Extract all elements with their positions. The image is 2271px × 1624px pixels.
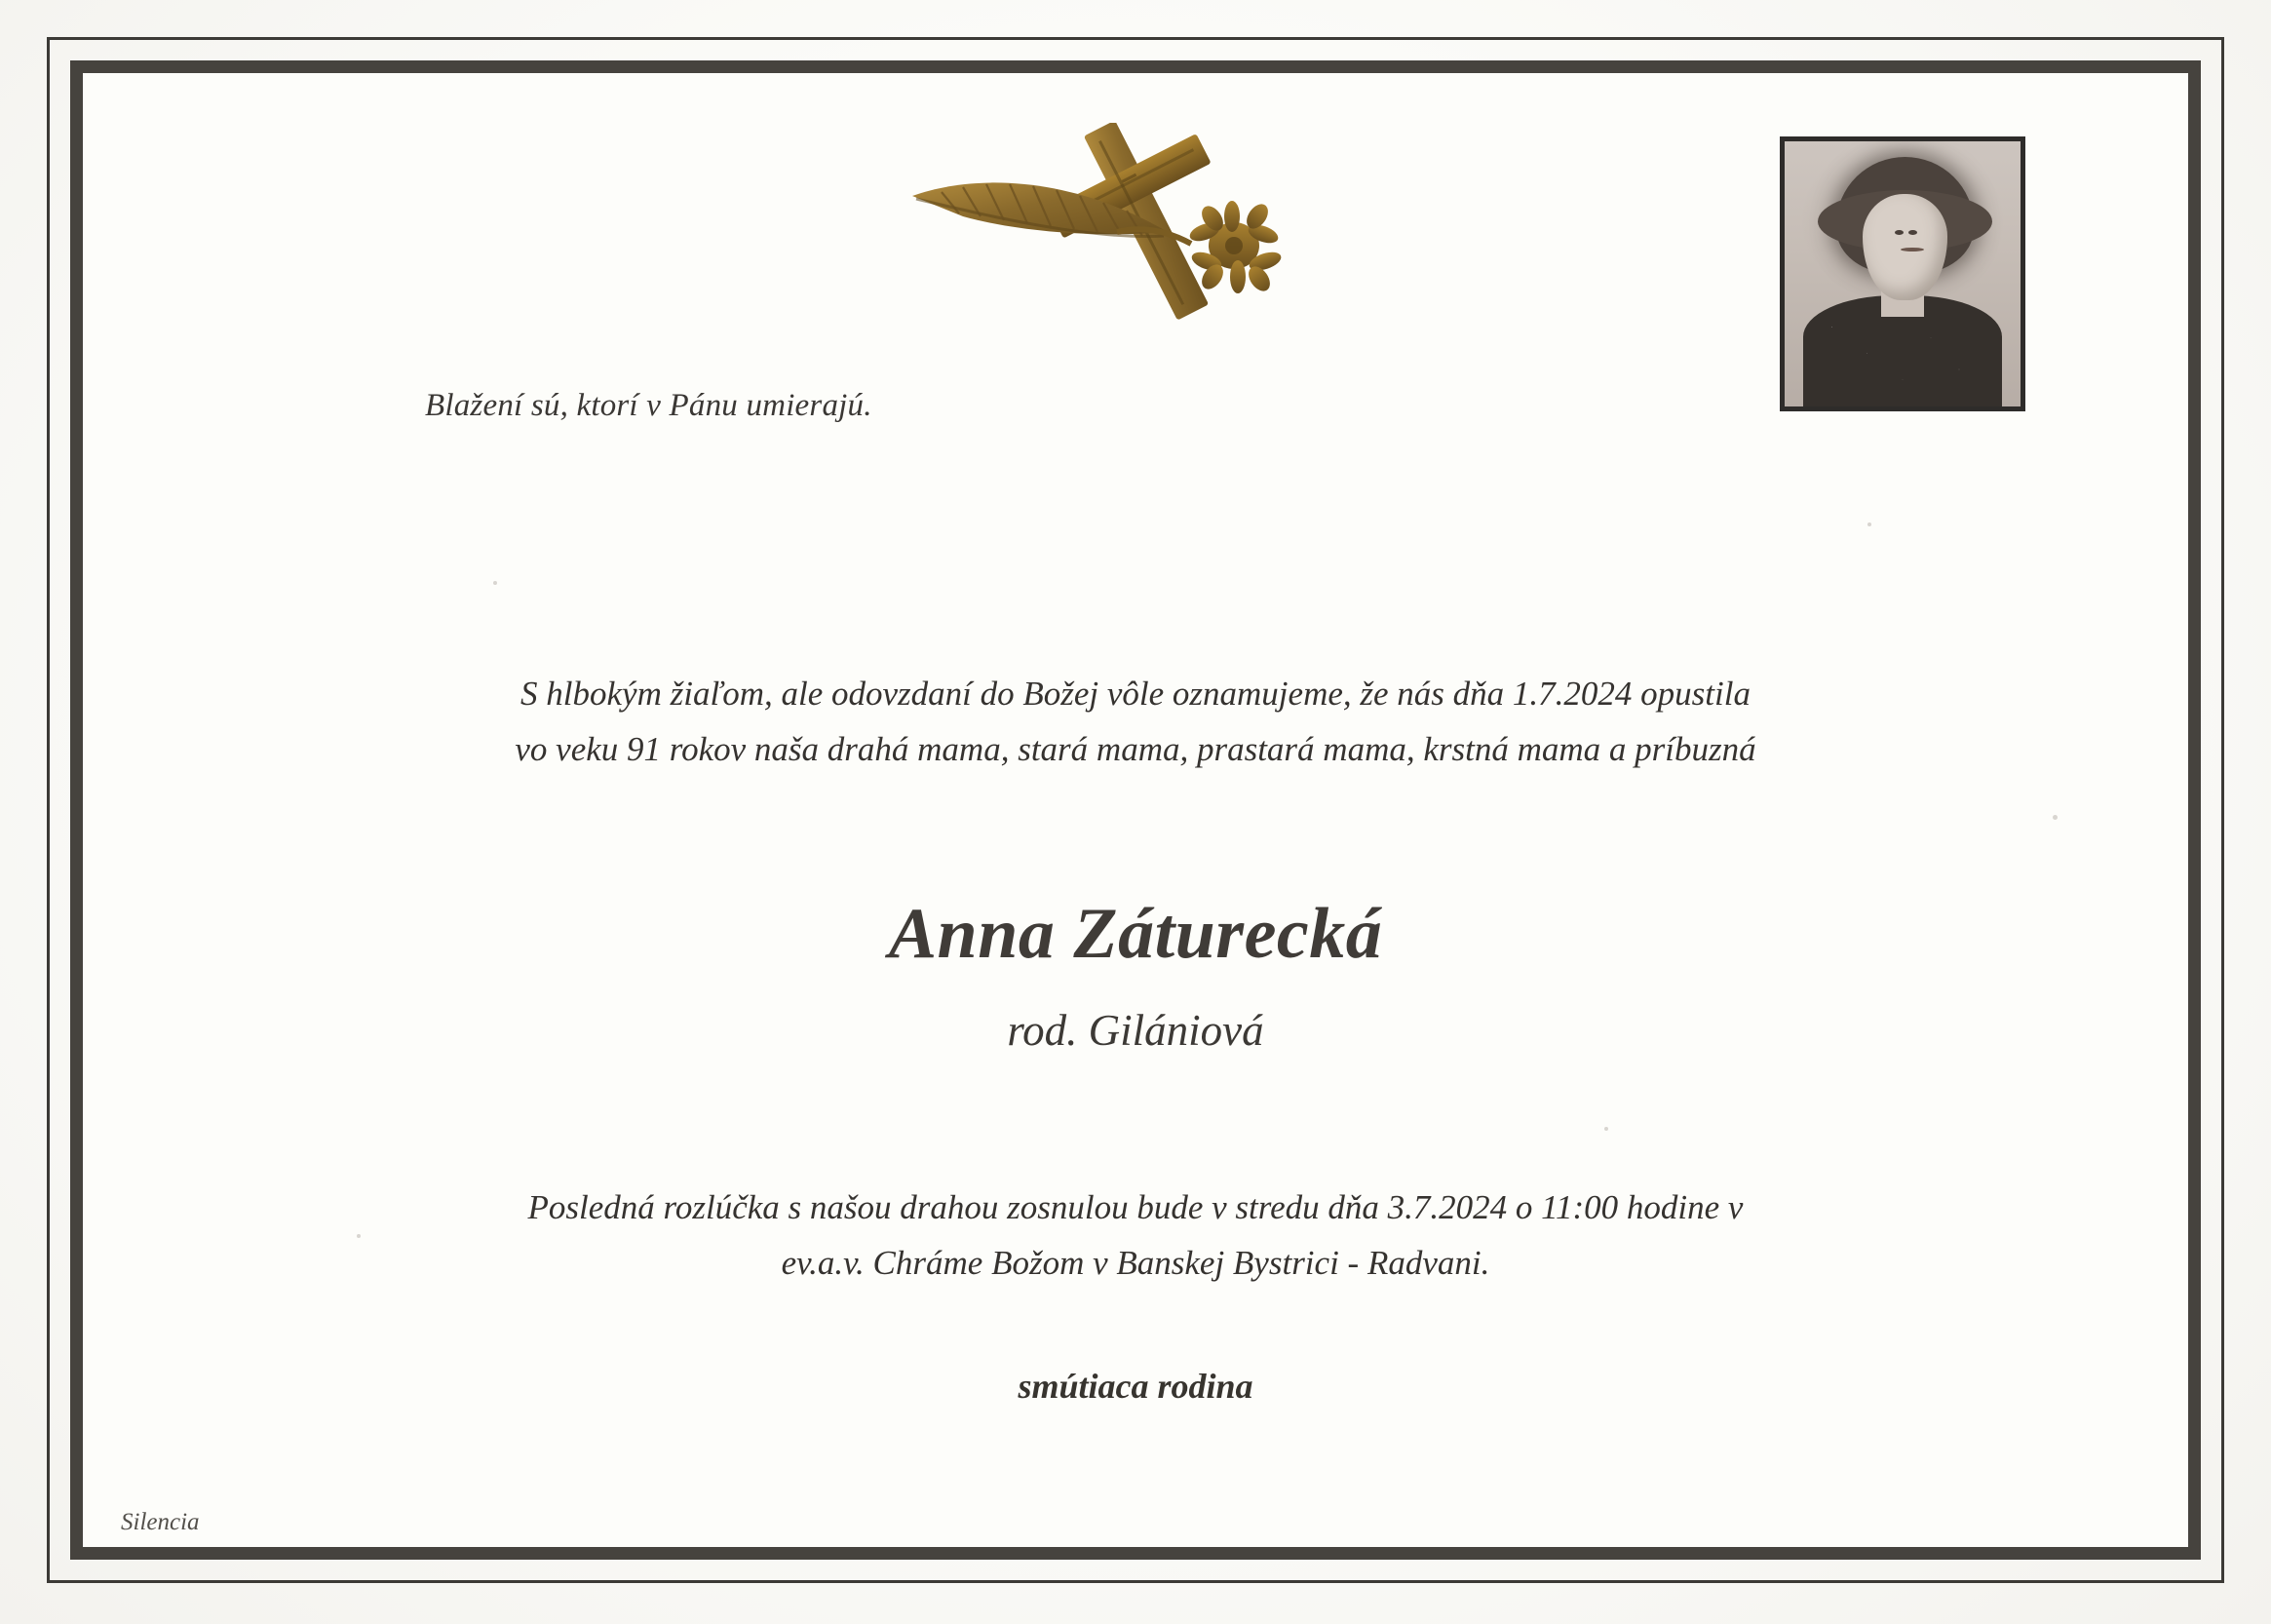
epitaph-text: Blažení sú, ktorí v Pánu umierajú. [425, 388, 872, 423]
farewell-line-2: ev.a.v. Chráme Božom v Banskej Bystrici - Radvani. [781, 1243, 1490, 1282]
signature-text: smútiaca rodina [1018, 1367, 1253, 1406]
deceased-maiden-name: rod. Gilániová [1007, 1006, 1264, 1055]
scan-speck [493, 581, 497, 585]
announcement-line-1: S hlbokým žiaľom, ale odovzdaní do Božej vôle oznamujeme, že nás dňa 1.7.2024 opustila [520, 675, 1751, 713]
scan-speck [357, 1234, 361, 1238]
deceased-name: Anna Záturecká [888, 894, 1383, 974]
scan-speck [2053, 815, 2058, 820]
farewell-line-1: Posledná rozlúčka s našou drahou zosnulou bude v stredu dňa 3.7.2024 o 11:00 hodine v [527, 1188, 1744, 1226]
portrait-photo [1780, 136, 2025, 411]
scan-speck [1604, 1127, 1608, 1131]
printer-mark: Silencia [121, 1509, 200, 1535]
announcement-text [84, 667, 2187, 777]
portrait-photo-image [1785, 141, 2021, 406]
scan-speck [1867, 522, 1871, 526]
farewell-text [84, 1180, 2187, 1291]
cross-palm-flower-icon [903, 123, 1361, 328]
portrait-grain [1785, 141, 2021, 406]
announcement-line-2: vo veku 91 rokov naša drahá mama, stará mama, prastará mama, krstná mama a príbuzná [515, 729, 1756, 768]
card-content [84, 74, 2187, 1546]
